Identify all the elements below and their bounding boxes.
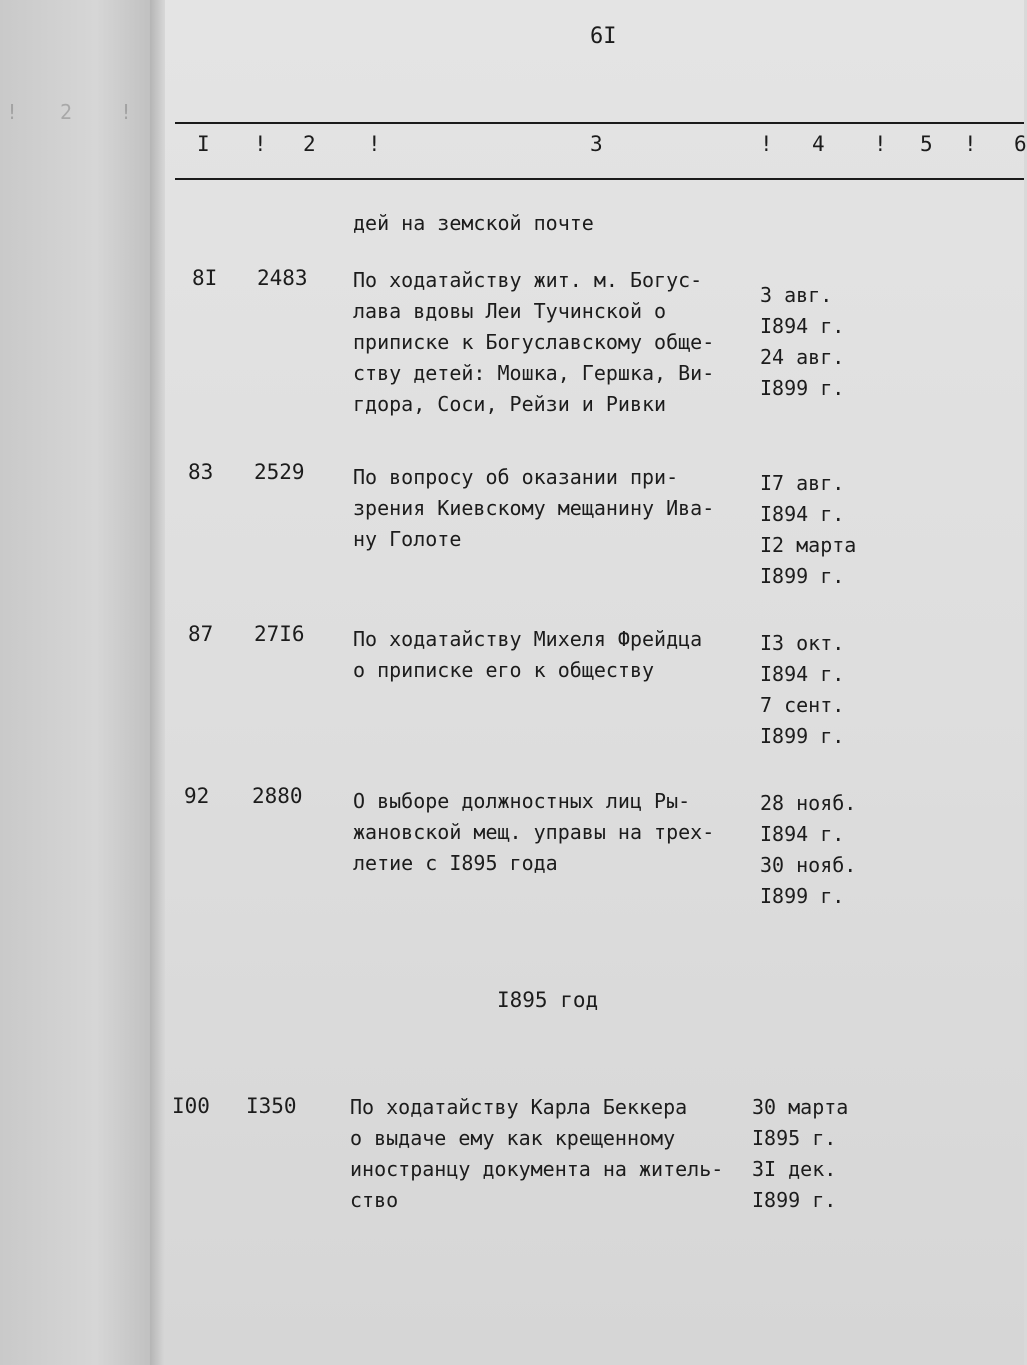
desc-line: иностранцу документа на житель-: [350, 1157, 724, 1181]
header-separator: !: [368, 132, 381, 156]
desc-line: лава вдовы Леи Тучинской о: [353, 299, 667, 323]
section-title: I895 год: [497, 988, 599, 1012]
desc-line: летие с I895 года: [353, 851, 558, 875]
desc-line: жановской мещ. управы на трех-: [353, 820, 715, 844]
facing-page-text: !: [120, 100, 133, 124]
entry-id: 27I6: [254, 622, 305, 646]
desc-line: По вопросу об оказании при-: [353, 465, 679, 489]
entry-dates: [752, 1092, 872, 1216]
entry-desc: [350, 1092, 760, 1216]
desc-line: По ходатайству жит. м. Богус-: [353, 268, 703, 292]
entry-id: I350: [246, 1094, 297, 1118]
date-line: 28 нояб.: [760, 791, 857, 815]
date-line: 24 авг.: [760, 345, 845, 369]
date-line: 3I дек.: [752, 1157, 837, 1181]
desc-line: ство: [350, 1188, 399, 1212]
date-line: I894 г.: [760, 822, 845, 846]
entry-desc: [353, 265, 763, 420]
facing-page-text: 2: [60, 100, 73, 124]
page-number: 6I: [590, 24, 617, 49]
desc-line: гдора, Соси, Рейзи и Ривки: [353, 392, 667, 416]
date-line: 3 авг.: [760, 283, 833, 307]
desc-line: По ходатайству Карла Беккера: [350, 1095, 688, 1119]
entry-dates: [760, 468, 880, 592]
header-separator: !: [254, 132, 267, 156]
header-separator: !: [964, 132, 977, 156]
desc-line: ну Голоте: [353, 527, 462, 551]
entry-number: 87: [188, 622, 214, 646]
entry-dates: [760, 628, 880, 752]
entry-id: 2483: [257, 266, 308, 290]
date-line: I899 г.: [760, 376, 845, 400]
date-line: 7 сент.: [760, 693, 845, 717]
date-line: 30 марта: [752, 1095, 849, 1119]
entry-number: 83: [188, 460, 214, 484]
desc-line: о приписке его к обществу: [353, 658, 655, 682]
date-line: I3 окт.: [760, 631, 845, 655]
entry-dates: [760, 280, 880, 404]
desc-line: зрения Киевскому мещанину Ива-: [353, 496, 715, 520]
date-line: I899 г.: [760, 724, 845, 748]
entry-id: 2880: [252, 784, 303, 808]
desc-line: По ходатайству Михеля Фрейдца: [353, 627, 703, 651]
header-col-4: 4: [812, 132, 825, 156]
entry-number: I00: [172, 1094, 210, 1118]
entry-desc: [353, 786, 763, 879]
entry-number: 92: [184, 784, 210, 808]
entry-desc: [353, 624, 763, 686]
header-rule-top: [175, 122, 1024, 124]
header-col-2: 2: [303, 132, 316, 156]
entry-id: 2529: [254, 460, 305, 484]
date-line: 30 нояб.: [760, 853, 857, 877]
desc-line: о выдаче ему как крещенному: [350, 1126, 676, 1150]
header-col-5: 5: [920, 132, 933, 156]
facing-page-text: !: [6, 100, 19, 124]
continuation-desc: [353, 208, 763, 239]
date-line: I895 г.: [752, 1126, 837, 1150]
date-line: I899 г.: [760, 884, 845, 908]
header-separator: !: [874, 132, 887, 156]
header-col-3: 3: [590, 132, 603, 156]
entry-desc: [353, 462, 763, 555]
header-rule-bottom: [175, 178, 1024, 180]
desc-line: ству детей: Мошка, Гершка, Ви-: [353, 361, 715, 385]
date-line: I894 г.: [760, 662, 845, 686]
date-line: I894 г.: [760, 314, 845, 338]
header-col-1: I: [197, 132, 210, 156]
facing-page: [0, 0, 160, 1365]
date-line: I894 г.: [760, 502, 845, 526]
date-line: I2 марта: [760, 533, 857, 557]
desc-line: О выборе должностных лиц Ры-: [353, 789, 691, 813]
desc-line: дей на земской почте: [353, 211, 594, 235]
header-col-6: 6: [1014, 132, 1027, 156]
header-separator: !: [760, 132, 773, 156]
date-line: I7 авг.: [760, 471, 845, 495]
entry-dates: [760, 788, 880, 912]
date-line: I899 г.: [752, 1188, 837, 1212]
date-line: I899 г.: [760, 564, 845, 588]
desc-line: приписке к Богуславскому обще-: [353, 330, 715, 354]
entry-number: 8I: [192, 266, 218, 290]
